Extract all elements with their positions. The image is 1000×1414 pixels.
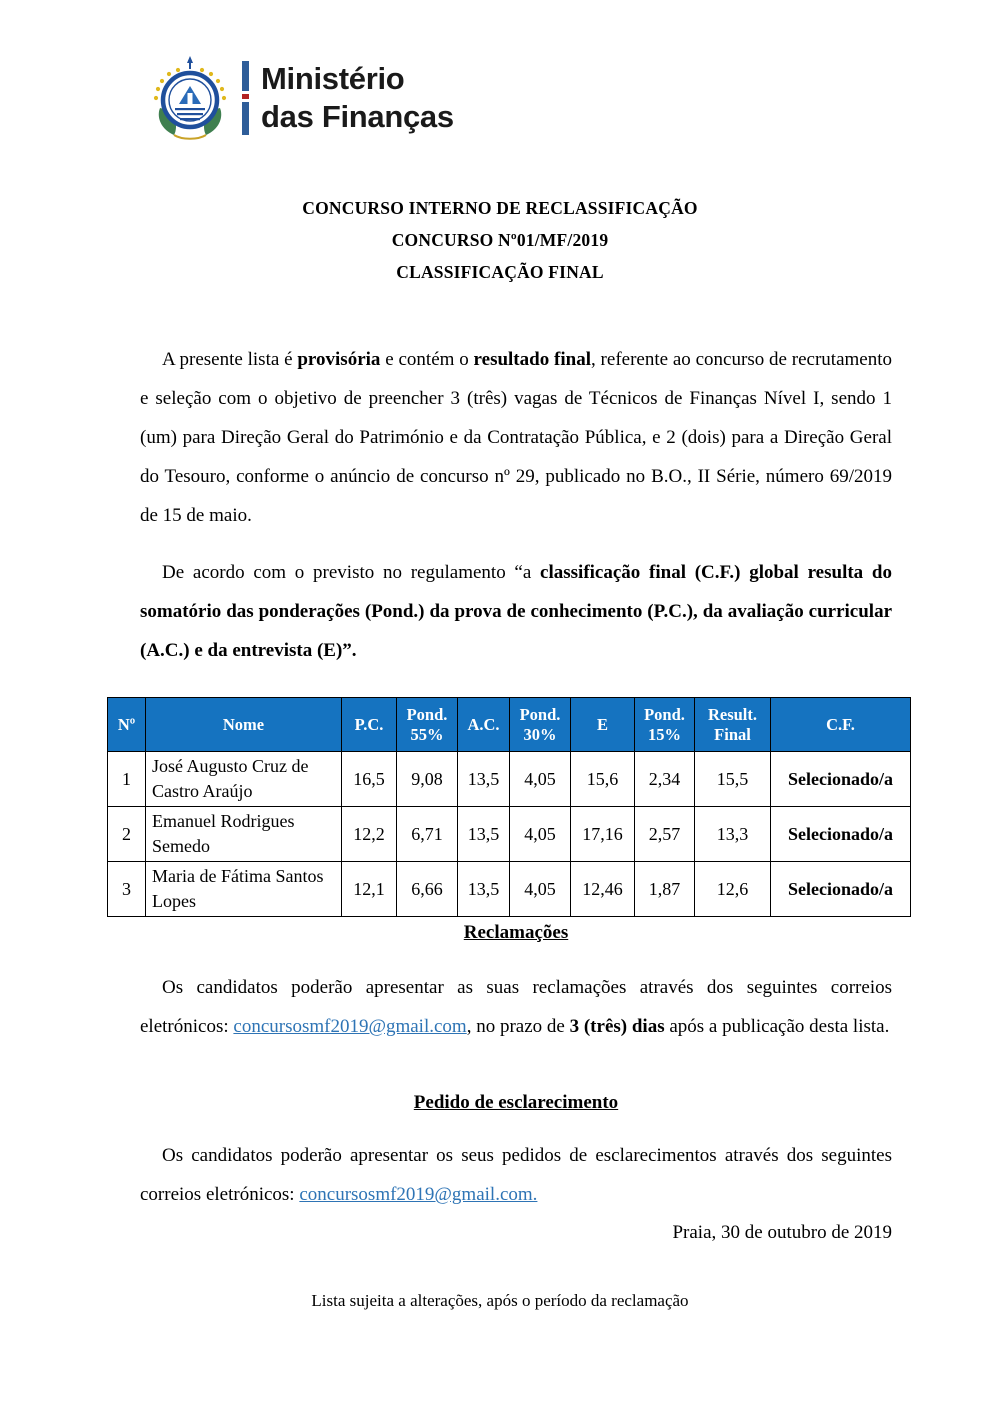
p1-part-c: e contém o (380, 349, 474, 370)
col-header-pond55: Pond. 55% (397, 698, 458, 752)
ministry-name-line1: Ministério (261, 61, 405, 96)
cell-pc: 16,5 (342, 752, 397, 807)
cell-cf: Selecionado/a (771, 807, 911, 862)
col-header-pc: P.C. (342, 698, 397, 752)
title-line-1: CONCURSO INTERNO DE RECLASSIFICAÇÃO (302, 198, 698, 218)
p2-bold-quote: classificação final (C.F.) global resulta do somatório das ponderações (Pond.) da prova de conhecimento (P.C.), da avaliação curricular (A.C.) e da entrevista (E)”. (140, 562, 892, 661)
ministry-name-line2: das Finanças (261, 99, 454, 134)
reclamacoes-text-a: Os candidatos poderão apresentar as suas reclamações através dos seguintes correios eletrónicos: (140, 977, 892, 1037)
cell-pond15: 2,57 (635, 807, 695, 862)
esclarecimento-section (140, 1088, 892, 1214)
reclamacoes-text-c: após a publicação desta lista. (664, 1016, 890, 1037)
cell-numero: 1 (108, 752, 146, 807)
cell-ac: 13,5 (458, 752, 510, 807)
footnote-disclaimer: Lista sujeita a alterações, após o período da reclamação (311, 1291, 689, 1310)
cape-verde-coat-of-arms-icon (148, 52, 232, 144)
p1-bold-provisoria: provisória (297, 349, 381, 370)
cell-cf: Selecionado/a (771, 862, 911, 917)
cell-pond30: 4,05 (510, 862, 571, 917)
cell-result-final: 12,6 (695, 862, 771, 917)
ministry-name (261, 60, 454, 136)
ministry-logo (148, 52, 454, 144)
esclarecimento-paragraph (140, 1136, 892, 1214)
col-header-cf: C.F. (771, 698, 911, 752)
col-header-pond30: Pond. 30% (510, 698, 571, 752)
reclamacoes-section (140, 918, 892, 1046)
cell-pc: 12,2 (342, 807, 397, 862)
esclarecimento-heading: Pedido de esclarecimento (413, 1092, 619, 1113)
table-row (108, 862, 911, 917)
col-header-pond15: Pond. 15% (635, 698, 695, 752)
cell-pond15: 1,87 (635, 862, 695, 917)
cell-e: 17,16 (571, 807, 635, 862)
cell-nome: Maria de Fátima Santos Lopes (146, 862, 342, 917)
reclamacoes-heading: Reclamações (463, 922, 569, 943)
reclamacoes-bold-prazo: 3 (três) dias (569, 1016, 665, 1037)
p2-part-a: De acordo com o previsto no regulamento “a (162, 562, 541, 583)
p1-bold-resultado-final: resultado final (473, 349, 591, 370)
paragraph-provisoria (140, 340, 892, 535)
intro-text-block (140, 340, 892, 670)
reclamacoes-paragraph (140, 968, 892, 1046)
cell-ac: 13,5 (458, 807, 510, 862)
cell-nome: José Augusto Cruz de Castro Araújo (146, 752, 342, 807)
reclamacoes-text-b: , no prazo de (466, 1016, 570, 1037)
cell-e: 12,46 (571, 862, 635, 917)
cell-pond30: 4,05 (510, 752, 571, 807)
cell-pond55: 9,08 (397, 752, 458, 807)
cell-nome: Emanuel Rodrigues Semedo (146, 807, 342, 862)
title-line-3: CLASSIFICAÇÃO FINAL (396, 262, 604, 282)
email-link-esclarecimento[interactable]: concursosmf2019@gmail.com. (299, 1184, 538, 1205)
signoff-location-date: Praia, 30 de outubro de 2019 (672, 1222, 892, 1243)
p1-part-a: A presente lista é (162, 349, 298, 370)
esclarecimento-text-a: Os candidatos poderão apresentar os seus pedidos de esclarecimentos através dos seguintes correios eletrónicos: (140, 1145, 892, 1205)
document-titles (0, 192, 1000, 288)
cell-ac: 13,5 (458, 862, 510, 917)
cell-pond15: 2,34 (635, 752, 695, 807)
cell-pc: 12,1 (342, 862, 397, 917)
cell-pond55: 6,71 (397, 807, 458, 862)
table-row (108, 807, 911, 862)
paragraph-regulamento (140, 553, 892, 670)
p1-part-e: , referente ao concurso de recrutamento e seleção com o objetivo de preencher 3 (três) vagas de Técnicos de Finanças Nível I, sendo 1 (um) para Direção Geral do Património e da Contratação Pública, e 2 (dois) para a Direção Geral do Tesouro, conforme o anúncio de concurso nº 29, publicado no B.O., II Série, número 69/2019 de 15 de maio. (140, 349, 893, 526)
col-header-nome: Nome (146, 698, 342, 752)
classification-table (107, 697, 911, 917)
title-line-2: CONCURSO Nº01/MF/2019 (391, 230, 609, 250)
col-header-result-final: Result. Final (695, 698, 771, 752)
cell-numero: 3 (108, 862, 146, 917)
cell-e: 15,6 (571, 752, 635, 807)
table-header-row (108, 698, 911, 752)
col-header-numero: Nº (108, 698, 146, 752)
logo-divider-bar (242, 61, 249, 135)
table-body (108, 752, 911, 917)
table-row (108, 752, 911, 807)
cell-pond30: 4,05 (510, 807, 571, 862)
cell-pond55: 6,66 (397, 862, 458, 917)
cell-cf: Selecionado/a (771, 752, 911, 807)
col-header-e: E (571, 698, 635, 752)
table-header (108, 698, 911, 752)
cell-result-final: 15,5 (695, 752, 771, 807)
col-header-ac: A.C. (458, 698, 510, 752)
cell-numero: 2 (108, 807, 146, 862)
classification-table-wrapper (107, 697, 910, 917)
email-link-reclamacoes[interactable]: concursosmf2019@gmail.com (233, 1016, 467, 1037)
cell-result-final: 13,3 (695, 807, 771, 862)
